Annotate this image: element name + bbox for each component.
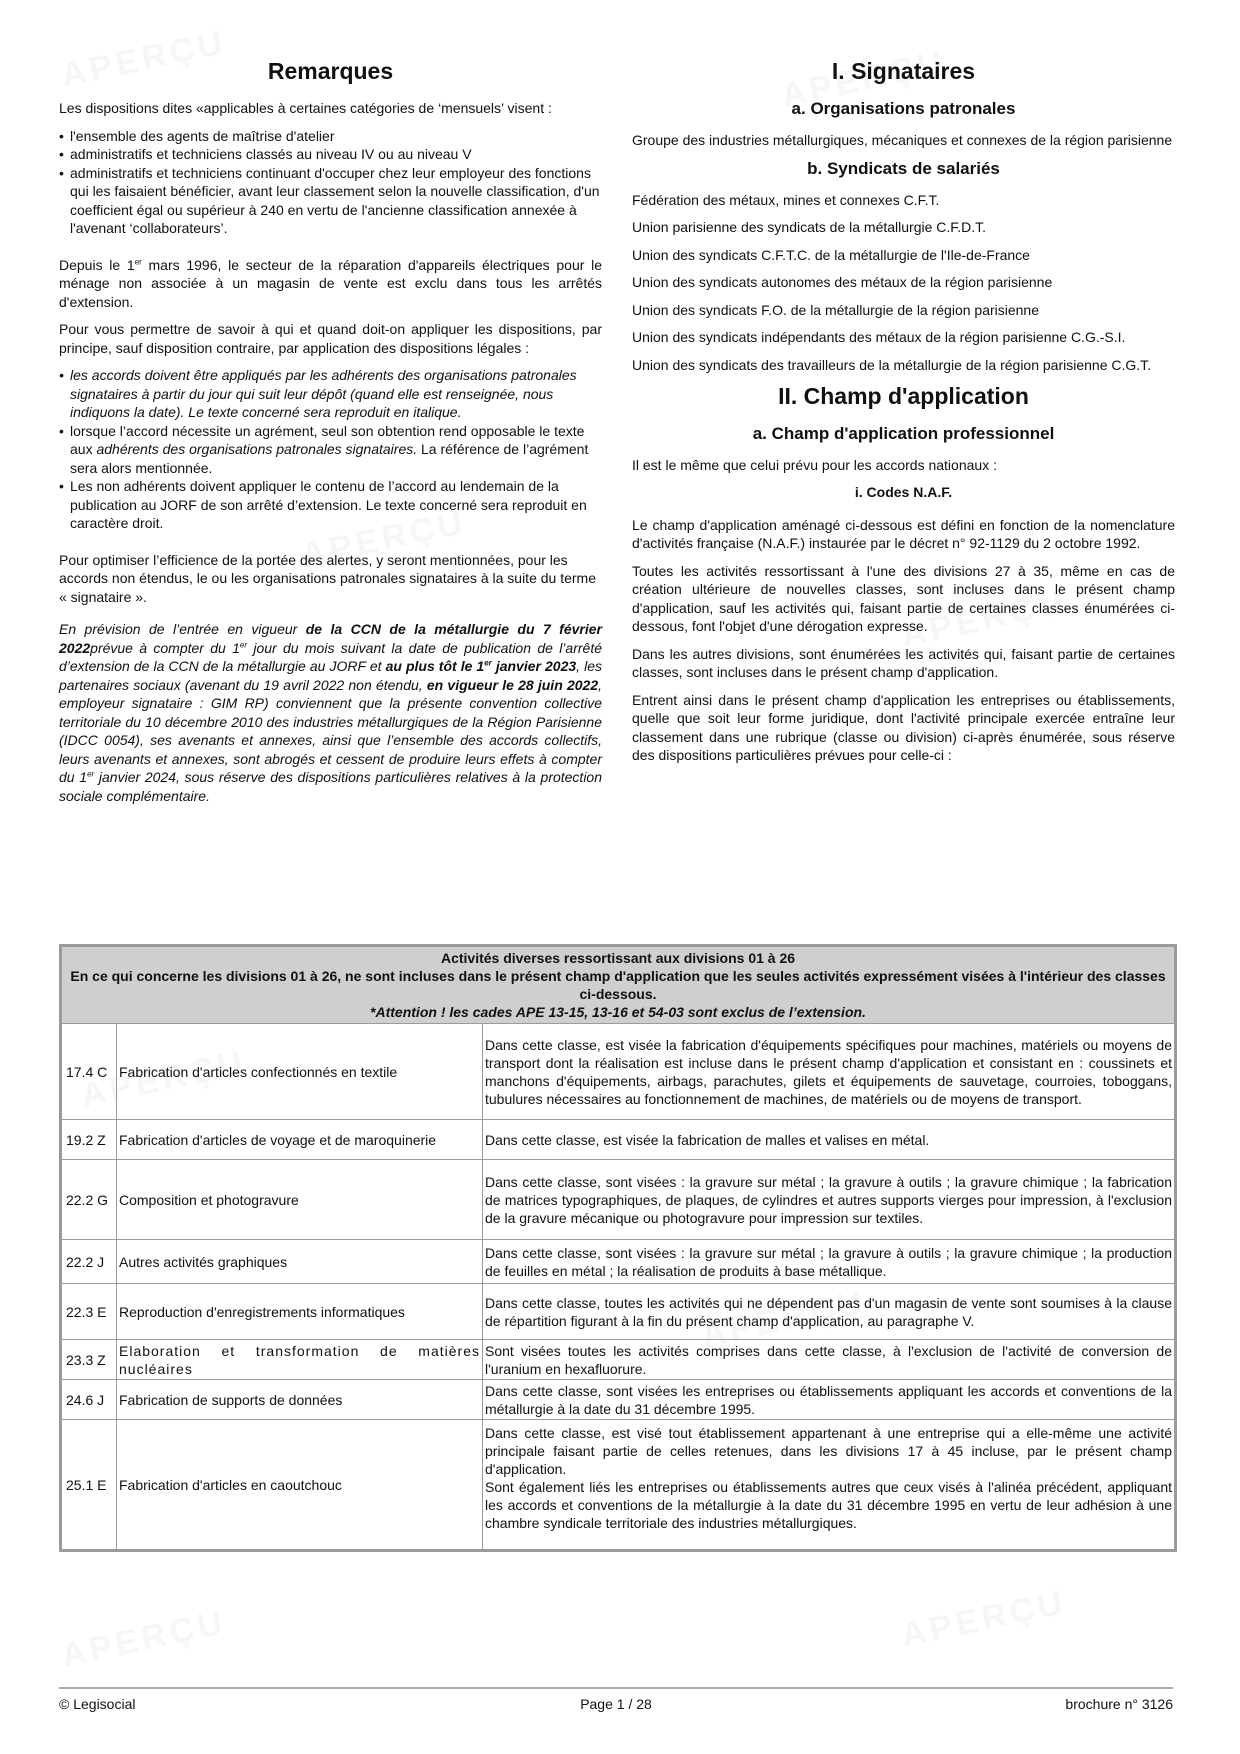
categories-list (59, 127, 602, 238)
activity-label: Composition et photogravure (117, 1160, 483, 1240)
list-item: • administratifs et techniciens classés au niveau IV ou au niveau V (59, 145, 602, 164)
activity-description: Dans cette classe, est visé tout établissement appartenant à une entreprise qui a elle-même une activité principale faisant partie de celles retenues, dans les divisions 17 à 45 incluse, par le présent champ d'application. Sont également liés les entreprises ou établissements autres que ceux visés à l'alinéa précédent, appliquant les accords et conventions de la métallurgie à la date du 31 décembre 1995 en vertu de leur adhésion à une chambre syndicale territoriale des industries métallurgiques. (483, 1420, 1175, 1550)
table-header: Activités diverses ressortissant aux divisions 01 à 26 En ce qui concerne les divisions 01 à 26, ne sont incluses dans le présent champ d'application que les seules activités expressément visées à l'intérieur des classes ci-dessous. *Attention ! les cades APE 13-15, 13-16 et 54-03 sont exclus de l’extension. (62, 947, 1175, 1024)
activity-description: Sont visées toutes les activités comprises dans cette classe, à l'exclusion de l'activité de conversion de l'uranium en hexafluorure. (483, 1340, 1175, 1380)
list-item: • les accords doivent être appliqués par les adhérents des organisations patronales signataires à partir du jour qui suit leur dépôt (quand elle est renseignée, nous indiquons la date). Le texte concerné sera reproduit en italique. (59, 366, 602, 422)
naf-code: 22.3 E (62, 1284, 117, 1340)
patronal-organisation: Groupe des industries métallurgiques, mécaniques et connexes de la région parisienne (632, 132, 1173, 148)
remarks-paragraph-alerts: Pour optimiser l’efficience de la portée des alertes, y seront mentionnées, pour les accords non étendus, le ou les organisations patronales signataires à la suite du terme « signataire ». (59, 551, 596, 605)
union-item: Union des syndicats autonomes des métaux de la région parisienne (632, 274, 1053, 290)
list-item: • l'ensemble des agents de maîtrise d'atelier (59, 127, 602, 146)
table-row (62, 1160, 1175, 1240)
activity-description: Dans cette classe, toutes les activités qui ne dépendent pas d'un magasin de vente sont soumises à la clause de répartition figurant à la fin du présent champ d'application, au paragraphe V. (483, 1284, 1175, 1340)
footer-page-number: Page 1 / 28 (580, 1696, 652, 1712)
footer-brochure: brochure n° 3126 (1065, 1696, 1173, 1712)
remarks-column (59, 52, 602, 814)
signataires-column (632, 52, 1175, 774)
union-item: Union parisienne des syndicats de la métallurgie C.F.D.T. (632, 219, 987, 235)
activity-description: Dans cette classe, sont visées : la gravure sur métal ; la gravure à outils ; la gravure chimique ; la production de feuilles en métal ; la réalisation de produits à base métallique. (483, 1240, 1175, 1284)
activity-description: Dans cette classe, sont visées les entreprises ou établissements appliquant les accords et conventions de la métallurgie à la date du 31 décembre 1995. (483, 1380, 1175, 1420)
remarks-paragraph-application: Pour vous permettre de savoir à qui et quand doit-on appliquer les dispositions, par principe, sauf disposition contraire, par application des dispositions légales : (59, 321, 602, 356)
page-footer (59, 1687, 1173, 1712)
naf-code: 19.2 Z (62, 1120, 117, 1160)
naf-code: 22.2 J (62, 1240, 117, 1284)
union-item: Union des syndicats F.O. de la métallurgie de la région parisienne (632, 301, 1040, 318)
application-rules-list (59, 366, 602, 533)
list-item: • Les non adhérents doivent appliquer le contenu de l’accord au lendemain de la publication au JORF de son arrêté d’extension. Le texte concerné sera reproduit en caractère droit. (59, 477, 602, 533)
list-item: • administratifs et techniciens continuant d'occuper chez leur employeur des fonctions qui les faisaient bénéficier, avant leur classement selon la nouvelle classification, d'un coefficient égal ou supérieur à 240 en vertu de l'ancienne classification annexée à l'avenant ‘collaborateurs’. (59, 164, 602, 238)
patronal-subtitle: a. Organisations patronales (791, 99, 1016, 118)
remarks-intro: Les dispositions dites «applicables à certaines catégories de ‘mensuels’ visent : (59, 100, 552, 116)
table-row (62, 1240, 1175, 1284)
table-row (62, 1120, 1175, 1160)
activity-label: Autres activités graphiques (117, 1240, 483, 1284)
naf-code: 17.4 C (62, 1024, 117, 1120)
activity-description: Dans cette classe, sont visées : la gravure sur métal ; la gravure à outils ; la gravure chimique ; la fabrication de matrices typographiques, de plaques, de cylindres et autres supports vierges pour impression, à l'exclusion de la gravure mécanique ou photogravure pour impression sur textiles. (483, 1160, 1175, 1240)
footer-copyright: © Legisocial (59, 1696, 136, 1712)
table-row (62, 1284, 1175, 1340)
champ-paragraph: Toutes les activités ressortissant à l'une des divisions 27 à 35, même en cas de création ultérieure de nouvelles classes, sont incluses dans le présent champ d'application, sauf les activités qui, faisant partie de certaines classes énumérées ci-dessous, font l'objet d'une dérogation expresse. (632, 562, 1175, 634)
champ-intro: Il est le même que celui prévu pour les accords nationaux : (632, 457, 997, 473)
champ-paragraph: Le champ d'application aménagé ci-dessous est défini en fonction de la nomenclature d'activités française (N.A.F.) instaurée par le décret n° 92-1129 du 2 octobre 1992. (632, 516, 1175, 551)
table-row (62, 1420, 1175, 1550)
naf-subtitle: i. Codes N.A.F. (854, 483, 953, 500)
remarks-title: Remarques (267, 58, 394, 84)
naf-code: 25.1 E (62, 1420, 117, 1550)
list-item: • lorsque l’accord nécessite un agrément, seul son obtention rend opposable le texte aux adhérents des organisations patronales signataires. La référence de l’agrément sera alors mentionnée. (59, 422, 602, 478)
table-row (62, 1340, 1175, 1380)
activity-description: Dans cette classe, est visée la fabrication de malles et valises en métal. (483, 1120, 1175, 1160)
activity-label: Reproduction d'enregistrements informatiques (117, 1284, 483, 1340)
table-row (62, 1380, 1175, 1420)
union-item: Union des syndicats C.F.T.C. de la métallurgie de l'Ile-de-France (632, 246, 1030, 263)
champ-title: II. Champ d'application (778, 383, 1029, 409)
union-item: Fédération des métaux, mines et connexes C.F.T. (632, 191, 940, 208)
activity-label: Fabrication d'articles de voyage et de maroquinerie (117, 1120, 483, 1160)
signataires-title: I. Signataires (831, 58, 976, 84)
watermark (58, 1603, 230, 1676)
watermark (898, 1583, 1070, 1656)
remarks-paragraph-repair: Depuis le 1er mars 1996, le secteur de la réparation d'appareils électriques pour le ménage non associée à un magasin de vente est exclu dans tous les arrêtés d'extension. (59, 256, 602, 310)
activity-label: Fabrication d'articles confectionnés en textile (117, 1024, 483, 1120)
champ-paragraph: Entrent ainsi dans le présent champ d'application les entreprises ou établissements, quelle que soit leur forme juridique, dont l'activité principale exercée entraîne leur classement dans une rubrique (classe ou division) ci-après énumérée, sous réserve des dispositions particulières prévues pour celle-ci : (632, 691, 1175, 763)
champ-paragraph: Dans les autres divisions, sont énumérées les activités qui, faisant partie de certaines classes, sont incluses dans le présent champ d'application. (632, 645, 1175, 680)
unions-subtitle: b. Syndicats de salariés (807, 158, 1000, 178)
table-row (62, 1024, 1175, 1120)
champ-subtitle: a. Champ d'application professionnel (752, 424, 1055, 443)
union-item: Union des syndicats indépendants des métaux de la région parisienne C.G.-S.I. (632, 329, 1126, 345)
naf-code: 24.6 J (62, 1380, 117, 1420)
activity-label: Fabrication d'articles en caoutchouc (117, 1420, 483, 1550)
activities-table (59, 944, 1177, 1552)
naf-code: 22.2 G (62, 1160, 117, 1240)
activity-description: Dans cette classe, est visée la fabrication d'équipements spécifiques pour machines, matériels ou moyens de transport dont la réalisation est incluse dans le présent champ d'application et consistant en : coussinets et manchons d'équipements, airbags, parachutes, gilets et équipements de sauvetage, courroies, toboggans, tubulures nécessaires au fonctionnement de machines, de matériels ou de moyens de transport. (483, 1024, 1175, 1120)
naf-code: 23.3 Z (62, 1340, 117, 1380)
activity-label: Elaboration et transformation de matières nucléaires (117, 1340, 483, 1380)
union-item: Union des syndicats des travailleurs de la métallurgie de la région parisienne C.G.T. (632, 356, 1152, 373)
remarks-paragraph-ccn: En prévision de l’entrée en vigueur de la CCN de la métallurgie du 7 février 2022prévue à compter du 1er jour du mois suivant la date de publication de l’arrêté d’extension de la CCN de la métallurgie au JORF et au plus tôt le 1er janvier 2023, les partenaires sociaux (avenant du 19 avril 2022 non étendu, en vigueur le 28 juin 2022, employeur signataire : GIM RP) conviennent que la présente convention collective territoriale du 10 décembre 2010 des industries métallurgiques de la Région Parisienne (IDCC 0054), ses avenants et annexes, ainsi que l’ensemble des accords collectifs, leurs avenants et annexes, sont abrogés et cessent de produire leurs effets à compter du 1er janvier 2024, sous réserve des dispositions particulières relatives à la protection sociale complémentaire. (59, 621, 603, 804)
activity-label: Fabrication de supports de données (117, 1380, 483, 1420)
